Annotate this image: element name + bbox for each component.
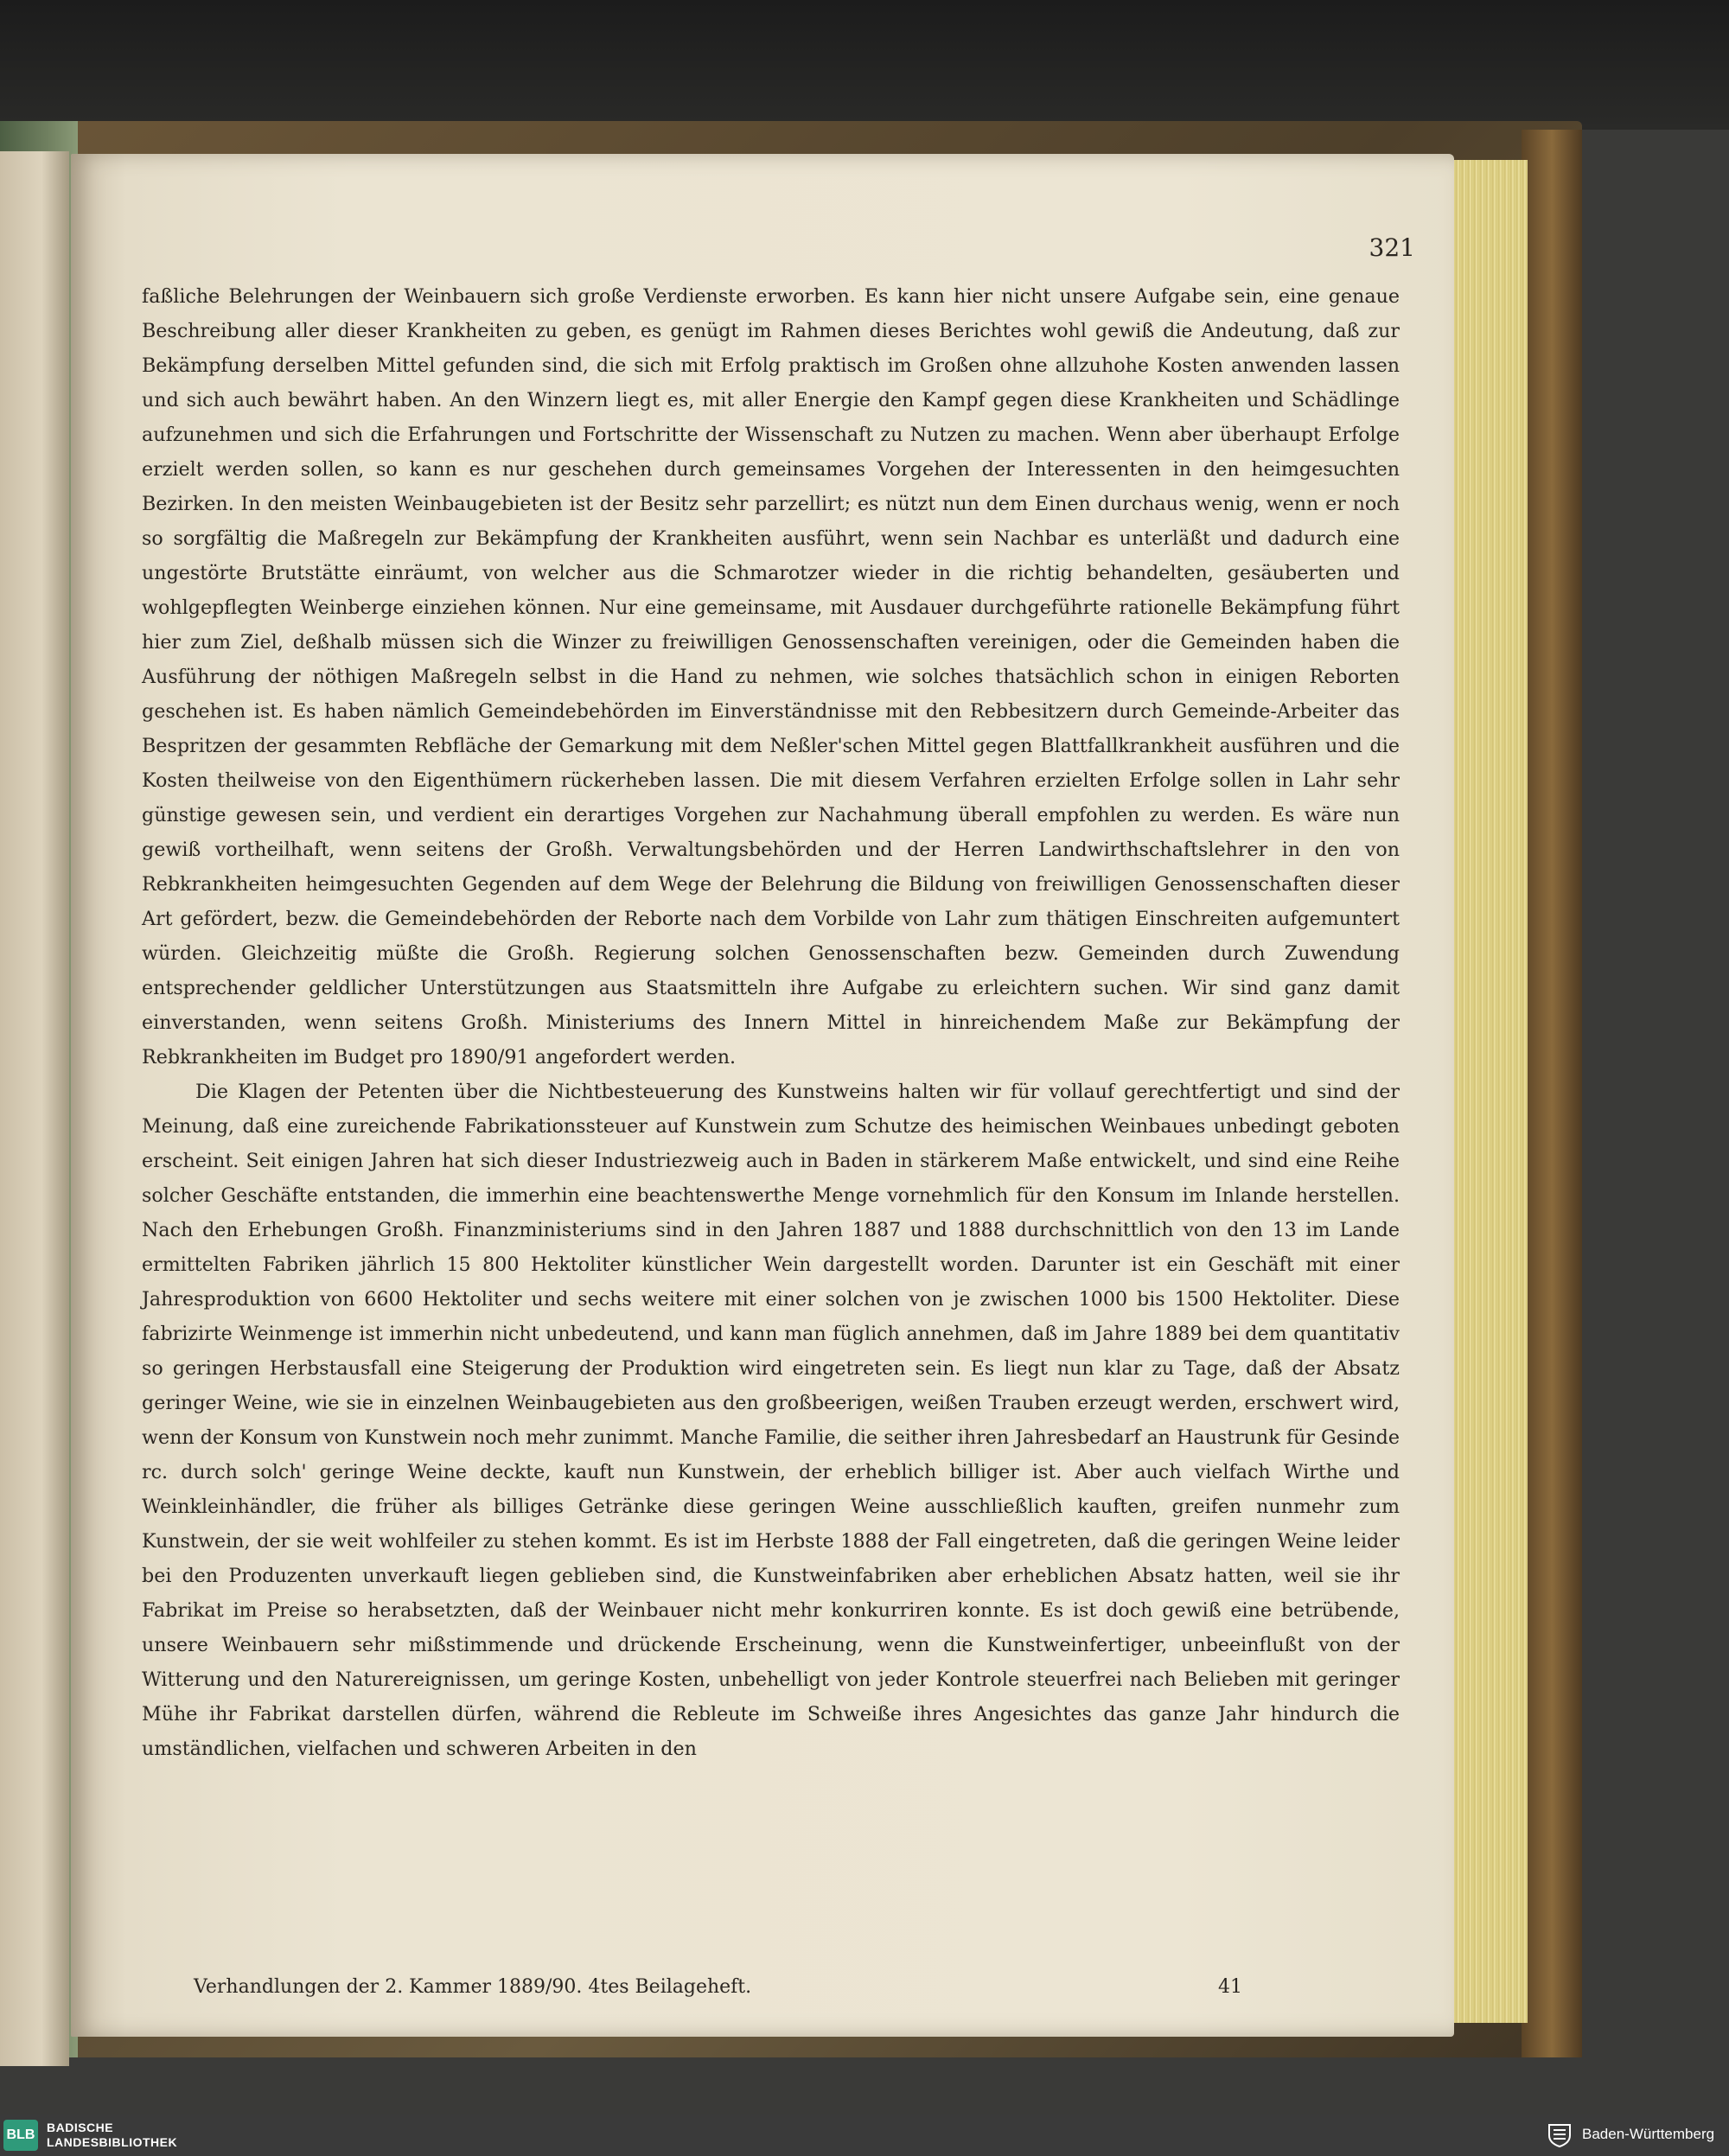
blb-logo-icon[interactable]: BLB: [3, 2120, 38, 2151]
baden-wuerttemberg-coat-of-arms-icon[interactable]: [1546, 2121, 1573, 2149]
book-page: [71, 154, 1454, 2037]
page-stack-edge: [1452, 160, 1528, 2023]
footer-source: Verhandlungen der 2. Kammer 1889/90. 4tes Beilageheft.: [194, 1976, 752, 1998]
page-number: 321: [1369, 233, 1415, 262]
viewer-footer-bar: [0, 2115, 1729, 2156]
facing-page-edge: [0, 151, 69, 2066]
blb-name[interactable]: [47, 2121, 177, 2150]
background: [0, 0, 1729, 130]
paragraph-2: Die Klagen der Petenten über die Nichtbesteuerung des Kunstweins halten wir für vollauf gerechtfertigt und sind der Meinung, daß eine zureichende Fabrikationssteuer auf Kunstwein zum Schutze des heimischen Weinbaues unbedingt geboten erscheint. Seit einigen Jahren hat sich dieser Industriezweig auch in Baden in stärkerem Maße entwickelt, und sind eine Reihe solcher Geschäfte entstanden, die immerhin eine beachtenswerthe Menge vornehmlich für den Konsum im Inlande herstellen. Nach den Erhebungen Großh. Finanzministeriums sind in den Jahren 1887 und 1888 durchschnittlich von den 13 im Lande ermittelten Fabriken jährlich 15 800 Hektoliter künstlicher Wein dargestellt worden. Darunter ist ein Geschäft mit einer Jahresproduktion von 6600 Hektoliter und sechs weitere mit einer solchen von je zwischen 1000 bis 1500 Hektoliter. Diese fabrizirte Weinmenge ist immerhin nicht unbedeutend, und kann man füglich annehmen, daß im Jahre 1889 bei dem quantitativ so geringen Herbstausfall eine Steigerung der Produktion wird eingetreten sein. Es liegt nun klar zu Tage, daß der Absatz geringer Weine, wie sie in einzelnen Weinbaugebieten aus den großbeerigen, weißen Trauben erzeugt werden, erschwert wird, wenn der Konsum von Kunstwein noch mehr zunimmt. Manche Familie, die seither ihren Jahresbedarf an Haustrunk für Gesinde rc. durch solch' geringe Weine deckte, kauft nun Kunstwein, der erheblich billiger ist. Aber auch vielfach Wirthe und Weinkleinhändler, die früher als billiges Getränke diese geringen Weine ausschließlich kauften, greifen nunmehr zum Kunstwein, der sie weit wohlfeiler zu stehen kommt. Es ist im Herbste 1888 der Fall eingetreten, daß die geringen Weine leider bei den Produzenten unverkauft liegen geblieben sind, die Kunstweinfabriken aber erheblichen Absatz hatten, weil sie ihr Fabrikat im Preise so herabsetzten, daß der Weinbauer nicht mehr konkurriren konnte. Es ist doch gewiß eine betrübende, unsere Weinbauern sehr mißstimmende und drückende Erscheinung, wenn die Kunstweinfertiger, unbeeinflußt von der Witterung und den Naturereignissen, um geringe Kosten, unbehelligt von jeder Kontrole steuerfrei nach Belieben mit geringer Mühe ihr Fabrikat darstellen dürfen, während die Rebleute im Schweiße ihres Angesichtes das ganze Jahr hindurch die umständlichen, vielfachen und schweren Arbeiten in den: [142, 1081, 1400, 1760]
blb-name-line1: BADISCHE: [47, 2121, 114, 2134]
body-text: [142, 279, 1400, 1766]
paragraph-1: faßliche Belehrungen der Weinbauern sich große Verdienste erworben. Es kann hier nicht unsere Aufgabe sein, eine genaue Beschreibung aller dieser Krankheiten zu geben, es genügt im Rahmen dieses Berichtes wohl gewiß die Andeutung, daß zur Bekämpfung derselben Mittel gefunden sind, die sich mit Erfolg praktisch im Großen ohne allzuhohe Kosten anwenden lassen und sich auch bewährt haben. An den Winzern liegt es, mit aller Energie den Kampf gegen diese Krankheiten und Schädlinge aufzunehmen und sich die Erfahrungen und Fortschritte der Wissenschaft zu Nutzen zu machen. Wenn aber überhaupt Erfolge erzielt werden sollen, so kann es nur geschehen durch gemeinsames Vorgehen der Interessenten in den heimgesuchten Bezirken. In den meisten Weinbaugebieten ist der Besitz sehr parzellirt; es nützt nun dem Einen durchaus wenig, wenn er noch so sorgfältig die Maßregeln zur Bekämpfung der Krankheiten ausführt, wenn sein Nachbar es unterläßt und dadurch eine ungestörte Brutstätte einräumt, von welcher aus die Schmarotzer wieder in die richtig behandelten, gesäuberten und wohlgepflegten Weinberge einziehen können. Nur eine gemeinsame, mit Ausdauer durchgeführte rationelle Bekämpfung führt hier zum Ziel, deßhalb müssen sich die Winzer zu freiwilligen Genossenschaften vereinigen, oder die Gemeinden haben die Ausführung der nöthigen Maßregeln selbst in die Hand zu nehmen, wie solches thatsächlich schon in einigen Reborten geschehen ist. Es haben nämlich Gemeindebehörden im Einverständnisse mit den Rebbesitzern durch Gemeinde-Arbeiter das Bespritzen der gesammten Rebfläche der Gemarkung mit dem Neßler'schen Mittel gegen Blattfallkrankheit ausführen und die Kosten theilweise von den Eigenthümern rückerheben lassen. Die mit diesem Verfahren erzielten Erfolge sollen in Lahr sehr günstige gewesen sein, und verdient ein derartiges Vorgehen zur Nachahmung überall empfohlen zu werden. Es wäre nun gewiß vortheilhaft, wenn seitens der Großh. Verwaltungsbehörden und der Herren Landwirthschaftslehrer in den von Rebkrankheiten heimgesuchten Gegenden auf dem Wege der Belehrung die Bildung von freiwilligen Genossenschaften dieser Art gefördert, bezw. die Gemeindebehörden der Reborte nach dem Vorbilde von Lahr zum thätigen Einschreiten aufgemuntert würden. Gleichzeitig müßte die Großh. Regierung solchen Genossenschaften bezw. Gemeinden durch Zuwendung entsprechender geldlicher Unterstützungen aus Staatsmitteln ihre Aufgabe zu erleichtern suchen. Wir sind ganz damit einverstanden, wenn seitens Großh. Ministeriums des Innern Mittel in hinreichendem Maße zur Bekämpfung der Rebkrankheiten im Budget pro 1890/91 angefordert werden.: [142, 285, 1400, 1068]
baden-wuerttemberg-label[interactable]: Baden-Württemberg: [1582, 2126, 1715, 2142]
book-cover-edge: [1522, 130, 1582, 2057]
blb-name-line2: LANDESBIBLIOTHEK: [47, 2135, 178, 2149]
footer-signature: 41: [1218, 1976, 1242, 1998]
